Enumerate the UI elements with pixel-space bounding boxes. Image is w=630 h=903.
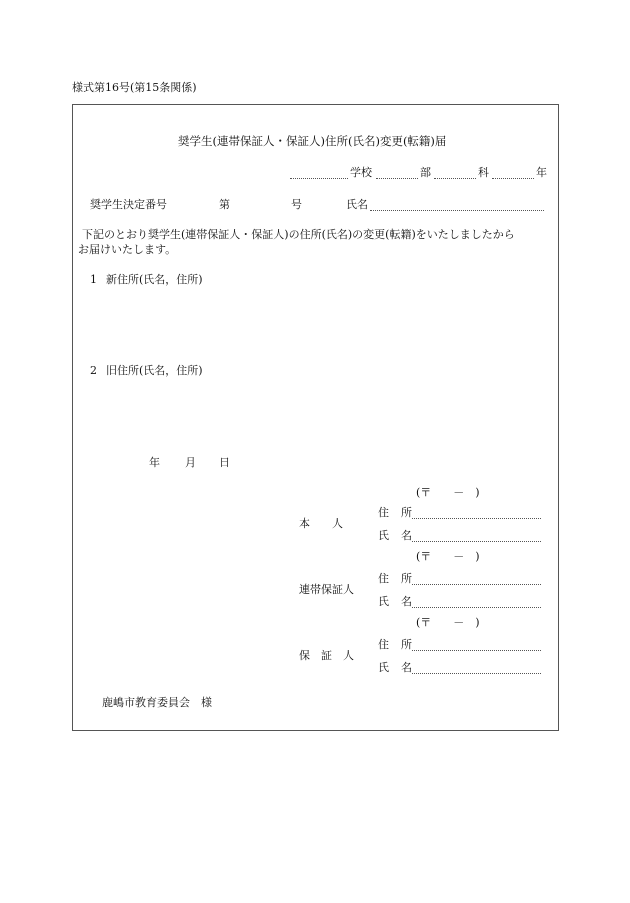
guarantor-name-field[interactable] (412, 673, 541, 674)
decision-go-label: 号 (291, 198, 302, 211)
body-text-line-1: 下記のとおり奨学生(連帯保証人・保証人)の住所(氏名)の変更(転籍)をいたしましたから (82, 228, 515, 241)
student-name-label: 氏名 (346, 198, 368, 211)
item-2-number: 2 (90, 364, 97, 377)
department-label: 部 (420, 166, 431, 179)
principal-name-label-2: 名 (401, 529, 412, 542)
principal-address-field[interactable] (412, 518, 541, 519)
principal-address-label-1: 住 (378, 506, 389, 519)
school-label: 学校 (350, 166, 372, 179)
decision-dai-label: 第 (219, 198, 230, 211)
joint-guarantor-name-field[interactable] (412, 607, 541, 608)
department-field[interactable] (376, 178, 418, 179)
guarantor-address-label-1: 住 (378, 638, 389, 651)
date-month-label: 月 (185, 456, 196, 469)
principal-name-field[interactable] (412, 541, 541, 542)
form-title: 奨学生(連帯保証人・保証人)住所(氏名)変更(転籍)届 (178, 134, 447, 148)
principal-address-label-2: 所 (401, 506, 412, 519)
item-1-label: 新住所(氏名，住所) (106, 273, 203, 286)
decision-number-label: 奨学生決定番号 (90, 198, 167, 211)
guarantor-name-label-2: 名 (401, 661, 412, 674)
principal-name-label-1: 氏 (378, 529, 389, 542)
subject-label: 科 (478, 166, 489, 179)
guarantor-role: 保 証 人 (299, 649, 354, 662)
date-day-label: 日 (219, 456, 230, 469)
year-field[interactable] (492, 178, 534, 179)
year-label: 年 (536, 166, 547, 179)
principal-role: 本 人 (299, 517, 343, 530)
guarantor-name-label-1: 氏 (378, 661, 389, 674)
item-2-label: 旧住所(氏名，住所) (106, 364, 203, 377)
joint-guarantor-address-label-1: 住 (378, 572, 389, 585)
item-1-number: 1 (90, 273, 97, 286)
principal-postal[interactable]: (〒 － ) (416, 486, 480, 499)
body-text-line-2: お届けいたします。 (78, 243, 177, 256)
joint-guarantor-role: 連帯保証人 (299, 583, 354, 596)
guarantor-postal[interactable]: (〒 － ) (416, 616, 480, 629)
school-name-field[interactable] (290, 178, 348, 179)
joint-guarantor-name-label-2: 名 (401, 595, 412, 608)
joint-guarantor-postal[interactable]: (〒 － ) (416, 550, 480, 563)
subject-field[interactable] (434, 178, 476, 179)
date-year-label: 年 (149, 456, 160, 469)
joint-guarantor-address-label-2: 所 (401, 572, 412, 585)
student-name-field[interactable] (370, 210, 544, 211)
guarantor-address-label-2: 所 (401, 638, 412, 651)
recipient: 鹿嶋市教育委員会 様 (102, 696, 212, 709)
guarantor-address-field[interactable] (412, 650, 541, 651)
joint-guarantor-address-field[interactable] (412, 584, 541, 585)
joint-guarantor-name-label-1: 氏 (378, 595, 389, 608)
form-number: 様式第16号(第15条関係) (72, 81, 197, 94)
